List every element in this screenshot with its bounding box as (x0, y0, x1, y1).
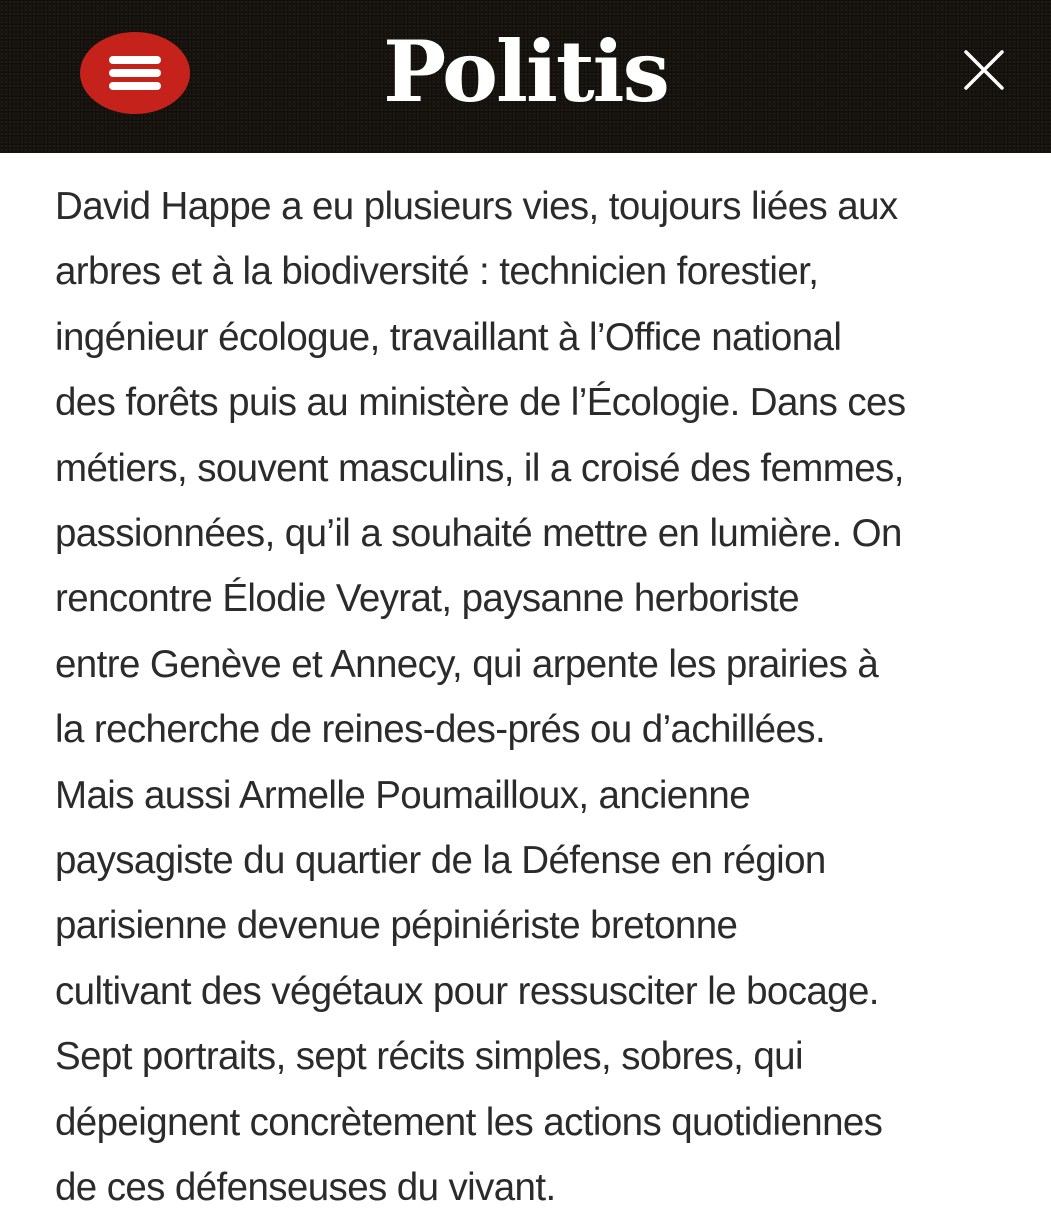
article-line: parisienne devenue pépiniériste bretonne (55, 904, 738, 948)
close-button[interactable] (956, 42, 1012, 98)
article-line: arbres et à la biodiversité : technicien forestier, (55, 250, 819, 294)
article-line: Sept portraits, sept récits simples, sobres, qui (55, 1035, 803, 1079)
article-line: métiers, souvent masculins, il a croisé des femmes, (55, 446, 904, 490)
article-line: paysagiste du quartier de la Défense en région (55, 839, 826, 883)
article-body (55, 174, 1035, 1221)
close-icon (956, 42, 1012, 98)
site-logo[interactable]: Politis (383, 22, 668, 121)
article-line: David Happe a eu plusieurs vies, toujours liées aux (55, 185, 898, 228)
article-line: de ces défenseuses du vivant. (55, 1166, 556, 1210)
article-line: cultivant des végétaux pour ressusciter le bocage. (55, 969, 879, 1013)
site-header (0, 0, 1051, 153)
article-line: des forêts puis au ministère de l’Écologie. Dans ces (55, 381, 906, 425)
article-line: ingénieur écologue, travaillant à l’Office national (55, 315, 842, 359)
article-line: dépeignent concrètement les actions quotidiennes (55, 1100, 883, 1144)
article-line: entre Genève et Annecy, qui arpente les prairies à (55, 642, 879, 686)
article-line: Mais aussi Armelle Poumailloux, ancienne (55, 773, 751, 817)
article-line: la recherche de reines-des-prés ou d’achillées. (55, 708, 826, 752)
article-line: rencontre Élodie Veyrat, paysanne herboriste (55, 577, 800, 621)
article-line: passionnées, qu’il a souhaité mettre en lumière. On (55, 512, 902, 556)
